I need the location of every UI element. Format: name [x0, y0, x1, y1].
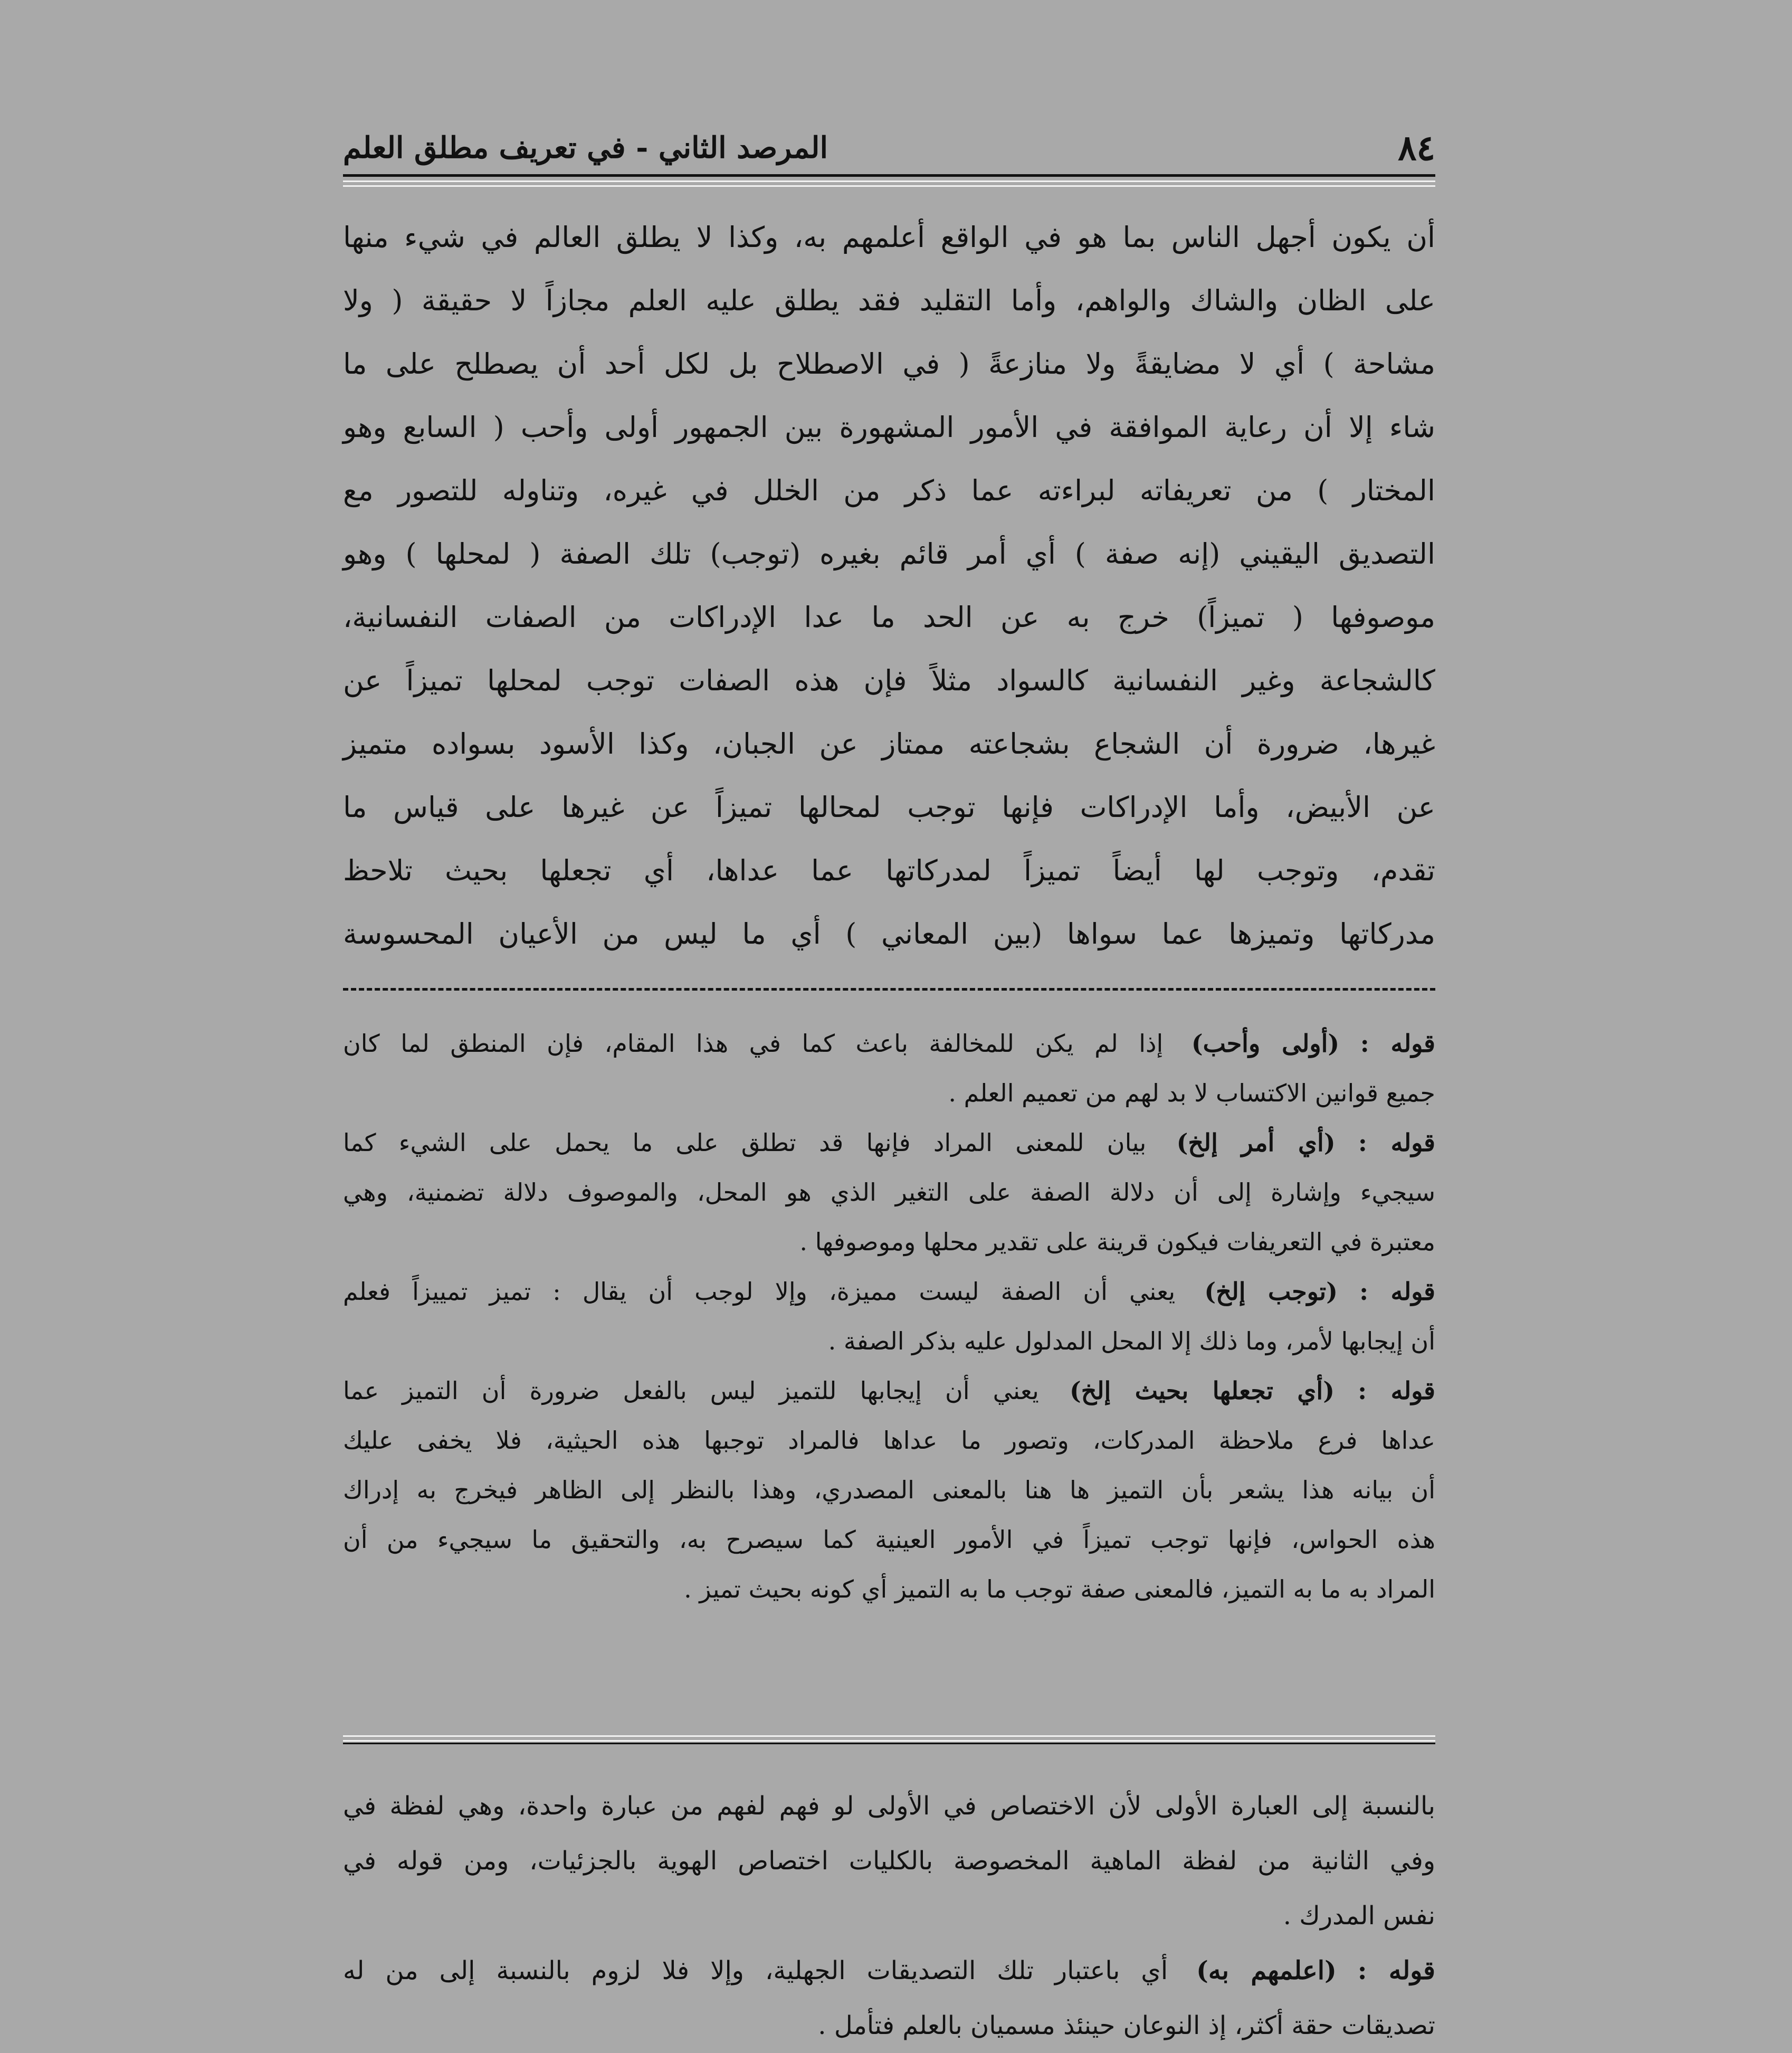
note-line: أي باعتبار تلك التصديقات الجهلية، وإلا فلا لزوم بالنسبة إلى من له [343, 1956, 1168, 1985]
main-line: مشاحة ) أي لا مضايقةً ولا منازعةً ( في الاصطلاح بل لكل أحد أن يصطلح على ما [343, 347, 1435, 381]
main-line: أن يكون أجهل الناس بما هو في الواقع أعلمهم به، وكذا لا يطلق العالم في شيء منها [343, 221, 1435, 254]
page-header [343, 121, 1435, 179]
note-label: قوله : [1360, 1029, 1435, 1058]
note-line: يعني أن الصفة ليست مميزة، وإلا لوجب أن يقال : تميز تمييزاً فعلم [343, 1277, 1176, 1306]
note-line: عداها فرع ملاحظة المدركات، وتصور ما عداها فالمراد توجبها هذه الحيثية، فلا يخفى عليك [343, 1426, 1435, 1455]
bottom-notes [343, 1779, 1435, 2053]
note-label: قوله : [1358, 1128, 1436, 1157]
main-line: المختار ) من تعريفاته لبراءته عما ذكر من الخلل في غيره، وتناوله للتصور مع [343, 474, 1435, 507]
bottom-line: تصديقات حقة أكثر، إذ النوعان حينئذ مسميان بالعلم فتأمل . [818, 2011, 1435, 2040]
note-quote: (أولى وأحب) [1191, 1029, 1340, 1058]
footer-rule-decoration [343, 1735, 1435, 1742]
note-line: سيجيء وإشارة إلى أن دلالة الصفة على التغير الذي هو المحل، والموصوف دلالة تضمنية، وهي [343, 1178, 1435, 1206]
note-line: أن بيانه هذا يشعر بأن التميز ها هنا بالمعنى المصدري، وهذا بالنظر إلى الظاهر فيخرج به إدراك [343, 1476, 1435, 1504]
note-quote: (أي أمر إلخ) [1176, 1128, 1336, 1157]
note-line: أن إيجابها لأمر، وما ذلك إلا المحل المدلول عليه بذكر الصفة . [828, 1327, 1435, 1355]
note-line: يعني أن إيجابها للتميز ليس بالفعل ضرورة أن التميز عما [343, 1376, 1039, 1405]
main-line: شاء إلا أن رعاية الموافقة في الأمور المشهورة بين الجمهور أولى وأحب ( السابع وهو [343, 411, 1435, 444]
dashed-divider [343, 988, 1435, 991]
main-line: تقدم، وتوجب لها أيضاً تميزاً لمدركاتها عما عداها، أي تجعلها بحيث تلاحظ [343, 854, 1435, 887]
note-quote: (توجب إلخ) [1204, 1277, 1338, 1306]
note-line: هذه الحواس، فإنها توجب تميزاً في الأمور العينية كما سيصرح به، والتحقيق ما سيجيء من أن [343, 1525, 1435, 1554]
note-quote: (اعلمهم به) [1196, 1956, 1337, 1985]
note-label: قوله : [1359, 1277, 1435, 1306]
commentary-notes [343, 1019, 1435, 1614]
running-title: المرصد الثاني - في تعريف مطلق العلم [343, 130, 828, 165]
main-line: التصديق اليقيني (إنه صفة ) أي أمر قائم بغيره (توجب) تلك الصفة ( لمحلها ) وهو [343, 537, 1435, 571]
note-tajaluha [343, 1366, 1435, 1614]
book-page [343, 106, 1436, 2040]
header-rule-decoration [343, 180, 1435, 187]
main-line: على الظان والشاك والواهم، وأما التقليد فقد يطلق عليه العلم مجازاً لا حقيقة ( ولا [343, 284, 1435, 317]
note-line: إذا لم يكن للمخالفة باعث كما في هذا المقام، فإن المنطق لما كان [343, 1029, 1164, 1058]
note-line: معتبرة في التعريفات فيكون قرينة على تقدير محلها وموصوفها . [799, 1228, 1435, 1256]
page-number: ٨٤ [1398, 127, 1435, 168]
main-line: عن الأبيض، وأما الإدراكات فإنها توجب لمحالها تميزاً عن غيرها على قياس ما [343, 791, 1435, 824]
main-text [343, 206, 1435, 966]
note-quote: (أي تجعلها بحيث إلخ) [1069, 1376, 1335, 1405]
bottom-line: بالنسبة إلى العبارة الأولى لأن الاختصاص في الأولى لو فهم لفهم من عبارة واحدة، وهي لفظة في [343, 1791, 1435, 1821]
note-ay-amr [343, 1118, 1435, 1267]
bottom-line: نفس المدرك . [1283, 1901, 1435, 1931]
main-line: كالشجاعة وغير النفسانية كالسواد مثلاً فإن هذه الصفات توجب لمحلها تميزاً عن [343, 664, 1435, 697]
footer-rule [343, 1743, 1435, 1744]
bottom-line: وفي الثانية من لفظة الماهية المخصوصة بالكليات اختصاص الهوية بالجزئيات، ومن قوله في [343, 1846, 1435, 1876]
main-line: مدركاتها وتميزها عما سواها (بين المعاني ) أي ما ليس من الأعيان المحسوسة [343, 917, 1435, 951]
main-line: غيرها، ضرورة أن الشجاع بشجاعته ممتاز عن الجبان، وكذا الأسود بسواده متميز [343, 727, 1435, 761]
note-tujib [343, 1267, 1435, 1366]
header-rule [343, 174, 1435, 177]
note-label: قوله : [1357, 1956, 1435, 1985]
note-label: قوله : [1358, 1376, 1436, 1405]
note-line: جميع قوانين الاكتساب لا بد لهم من تعميم العلم . [948, 1079, 1435, 1107]
note-line: المراد به ما به التميز، فالمعنى صفة توجب ما به التميز أي كونه بحيث تميز . [684, 1575, 1435, 1603]
main-line: موصوفها ( تميزاً) خرج به عن الحد ما عدا الإدراكات من الصفات النفسانية، [343, 601, 1435, 634]
note-awla-wa-ahabb [343, 1019, 1435, 1118]
note-line: بيان للمعنى المراد فإنها قد تطلق على ما يحمل على الشيء كما [343, 1128, 1147, 1157]
